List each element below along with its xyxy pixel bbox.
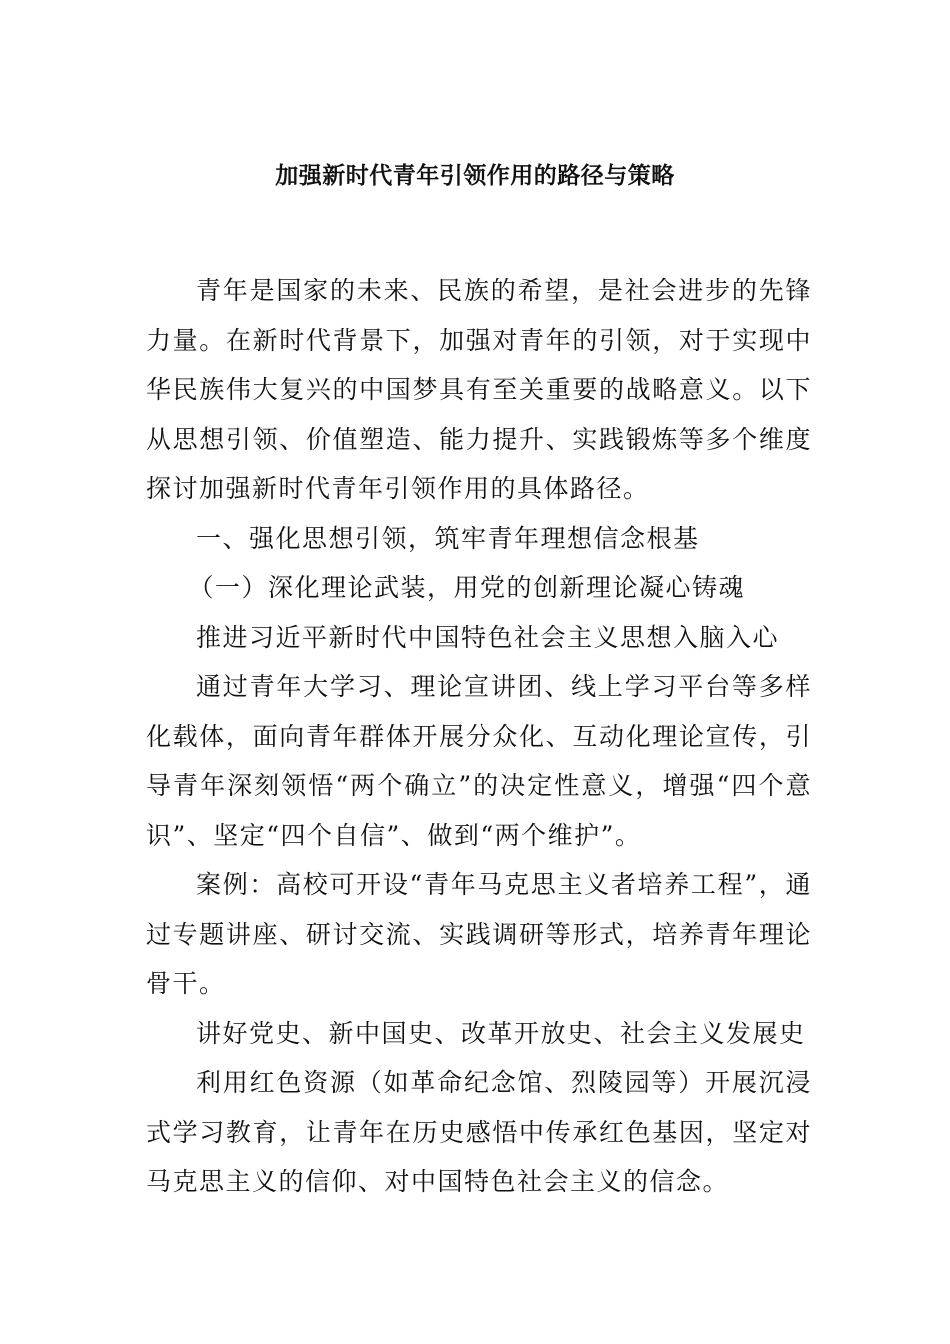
- paragraph-red-resources: 利用红色资源（如革命纪念馆、烈陵园等）开展沉浸式学习教育，让青年在历史感悟中传承红色基因，坚定对马克思主义的信仰、对中国特色社会主义的信念。: [146, 1068, 812, 1196]
- section-heading-1: 一、强化思想引领，筑牢青年理想信念根基: [196, 523, 700, 553]
- intro-paragraph: 青年是国家的未来、民族的希望，是社会进步的先锋力量。在新时代背景下，加强对青年的引领，对于实现中华民族伟大复兴的中国梦具有至关重要的战略意义。以下从思想引领、价值塑造、能力提升、实践锻炼等多个维度探讨加强新时代青年引领作用的具体路径。: [146, 276, 812, 503]
- subsection-heading-1: （一）深化理论武装，用党的创新理论凝心铸魂: [188, 573, 746, 602]
- paragraph-theory-channels: 通过青年大学习、理论宣讲团、线上学习平台等多样化载体，面向青年群体开展分众化、互动化理论宣传，引导青年深刻领悟“两个确立”的决定性意义，增强“四个意识”、坚定“四个自信”、做到“两个维护”。: [146, 672, 812, 850]
- paragraph-case: 案例：高校可开设“青年马克思主义者培养工程”，通过专题讲座、研讨交流、实践调研等形式，培养青年理论骨干。: [146, 870, 812, 998]
- point-heading-theory: 推进习近平新时代中国特色社会主义思想入脑入心: [196, 622, 780, 652]
- point-heading-history: 讲好党史、新中国史、改革开放史、社会主义发展史: [196, 1018, 806, 1048]
- document-body: [146, 266, 812, 1207]
- document-title: 加强新时代青年引领作用的路径与策略: [275, 162, 675, 189]
